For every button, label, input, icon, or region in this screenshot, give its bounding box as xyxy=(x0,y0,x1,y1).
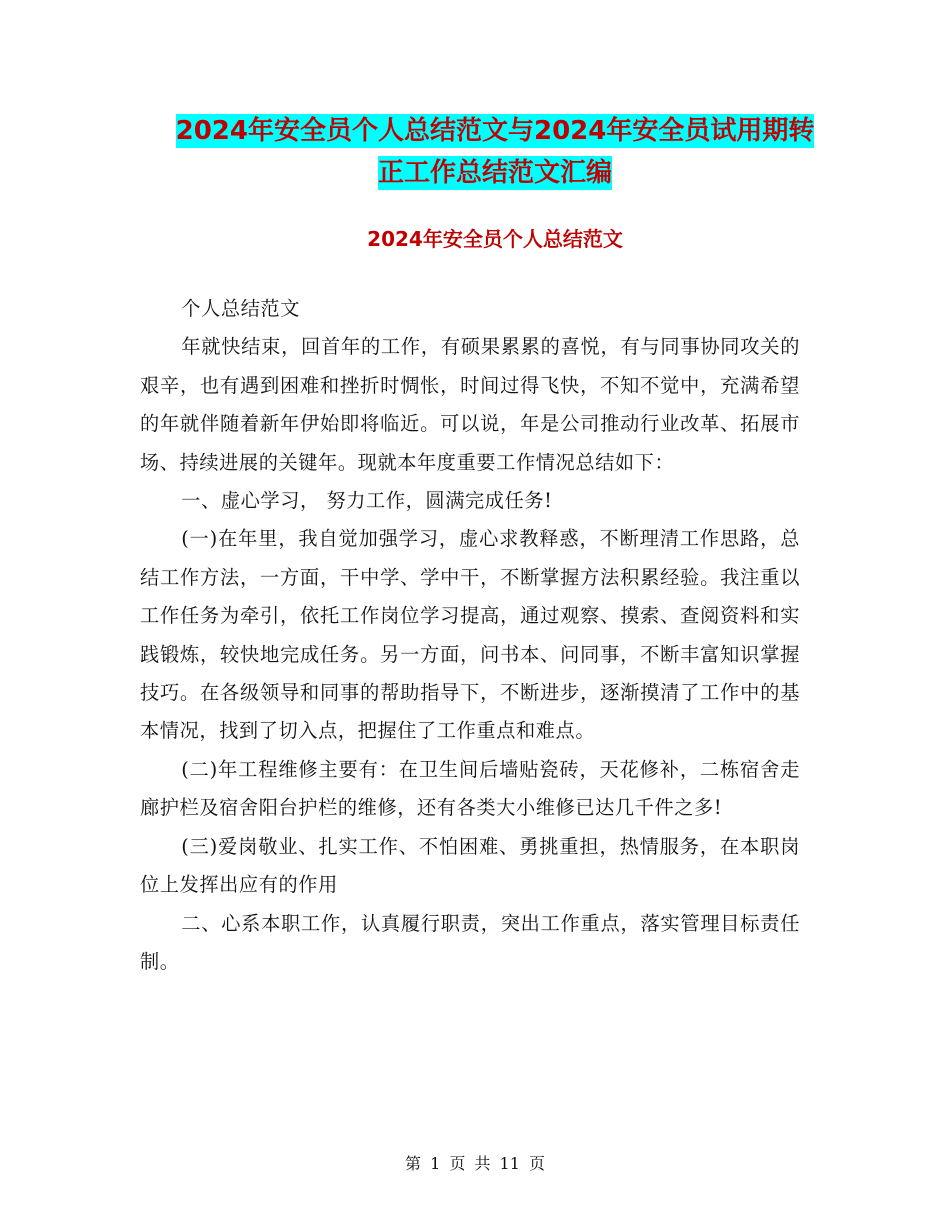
document-title-text-2: 正工作总结范文汇编 xyxy=(377,158,612,188)
section-title: 2024年安全员个人总结范文 xyxy=(367,227,623,251)
document-body xyxy=(140,290,800,981)
paragraph: (一)在年里，我自觉加强学习，虚心求教释惑，不断理清工作思路，总结工作方法，一方面，干中学、学中干，不断掌握方法积累经验。我注重以工作任务为牵引，依托工作岗位学习提高，通过观察、摸索、查阅资料和实践锻炼，较快地完成任务。另一方面，问书本、问同事，不断丰富知识掌握技巧。在各级领导和同事的帮助指导下，不断进步，逐渐摸清了工作中的基本情况，找到了切入点，把握住了工作重点和难点。 xyxy=(140,527,800,743)
paragraph: (三)爱岗敬业、扎实工作、不怕困难、勇挑重担，热情服务，在本职岗位上发挥出应有的作用 xyxy=(140,834,800,897)
paragraph: 个人总结范文 xyxy=(181,297,300,320)
paragraph: 一、虚心学习， 努力工作，圆满完成任务! xyxy=(181,489,553,513)
paragraph: 年就快结束，回首年的工作，有硕果累累的喜悦，有与同事协同攻关的艰辛，也有遇到困难和挫折时惆怅，时间过得飞快，不知不觉中，充满希望的年就伴随着新年伊始即将临近。可以说，年是公司推动行业改革、拓展市场、持续进展的关键年。现就本年度重要工作情况总结如下： xyxy=(140,335,800,474)
page-footer: 第 1 页 共 11 页 xyxy=(405,1154,545,1173)
document-title-text-1: 2024年安全员个人总结范文与2024年安全员试用期转 xyxy=(175,116,815,146)
paragraph: 二、心系本职工作，认真履行职责，突出工作重点，落实管理目标责任制。 xyxy=(140,911,800,973)
document-title-line-2 xyxy=(140,148,850,198)
paragraph: (二)年工程维修主要有：在卫生间后墙贴瓷砖，天花修补，二栋宿舍走廊护栏及宿舍阳台护栏的维修，还有各类大小维修已达几千件之多! xyxy=(140,757,800,820)
